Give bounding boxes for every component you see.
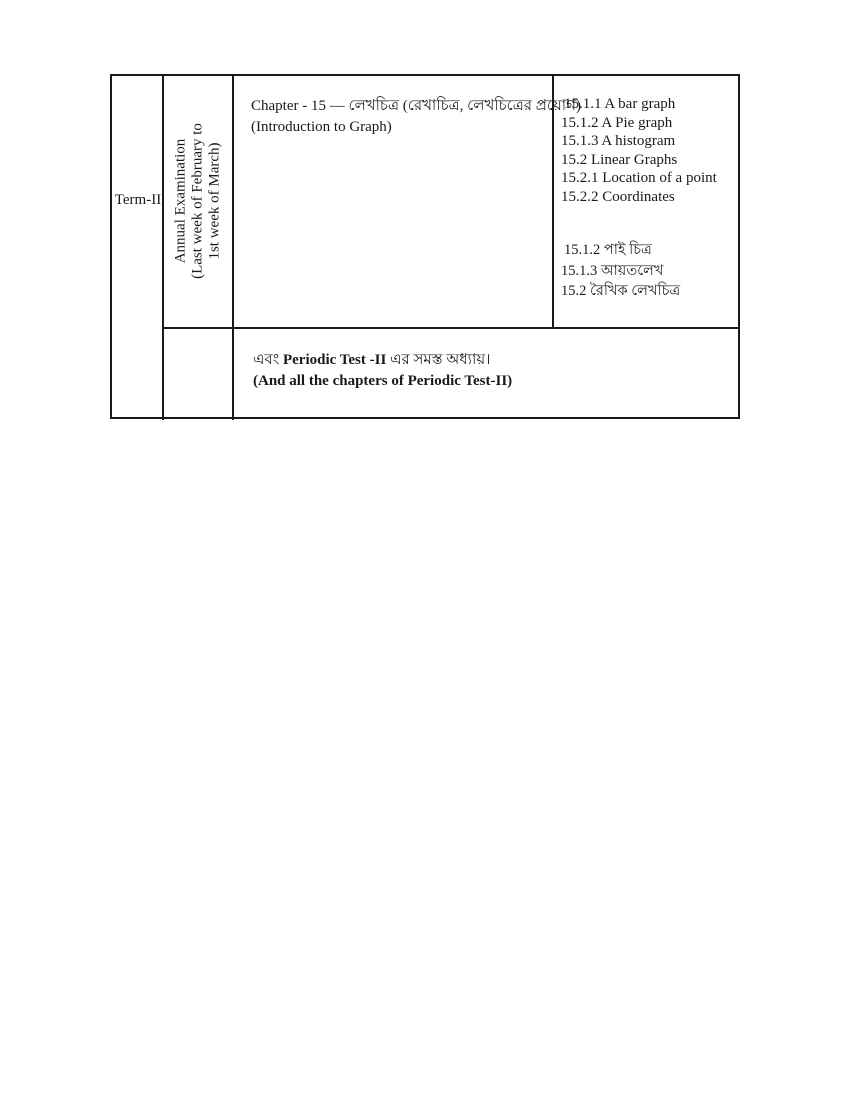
chapter-title: Chapter - 15 — লেখচিত্র (রেখাচিত্র, লেখচিত্রের প্রয়োগ) (251, 98, 581, 114)
term-label: Term-II (114, 192, 162, 208)
exam-period-label (173, 81, 224, 321)
exam-period-line: 1st week of March) (206, 142, 223, 260)
topic-item: 15.2 Linear Graphs (561, 151, 678, 168)
exam-cell (164, 76, 232, 326)
chapter-subtitle: (Introduction to Graph) (251, 119, 392, 135)
column-divider (232, 74, 234, 420)
topic-item: 15.2.2 Coordinates (561, 188, 675, 205)
periodic-suffix: এর সমস্ত অধ্যায়। (386, 352, 491, 368)
topic-item: 15.1.2 পাই চিত্র (564, 242, 652, 258)
topic-item: 15.2 রৈখিক লেখচিত্র (561, 283, 681, 299)
chapter-cell (251, 96, 581, 138)
periodic-test-name: Periodic Test -II (282, 352, 387, 368)
topic-item: 15.1.3 A histogram (561, 133, 676, 150)
topic-item: 15.1.1 A bar graph (564, 96, 676, 112)
topic-item: 15.1.2 A Pie graph (561, 114, 673, 131)
exam-period-line: (Last week of February to (189, 123, 206, 279)
periodic-note-line (253, 350, 512, 371)
topic-item: 15.1.3 আয়তলেখ (561, 262, 664, 279)
exam-title: Annual Examination (172, 138, 189, 264)
periodic-test-note (253, 350, 512, 392)
periodic-prefix: এবং (253, 352, 283, 368)
topic-item: 15.2.1 Location of a point (561, 170, 717, 187)
topics-bengali-list (561, 240, 680, 302)
row-divider (163, 327, 740, 329)
periodic-note-english: (And all the chapters of Periodic Test-II) (253, 373, 513, 389)
topics-english-list (561, 95, 717, 207)
